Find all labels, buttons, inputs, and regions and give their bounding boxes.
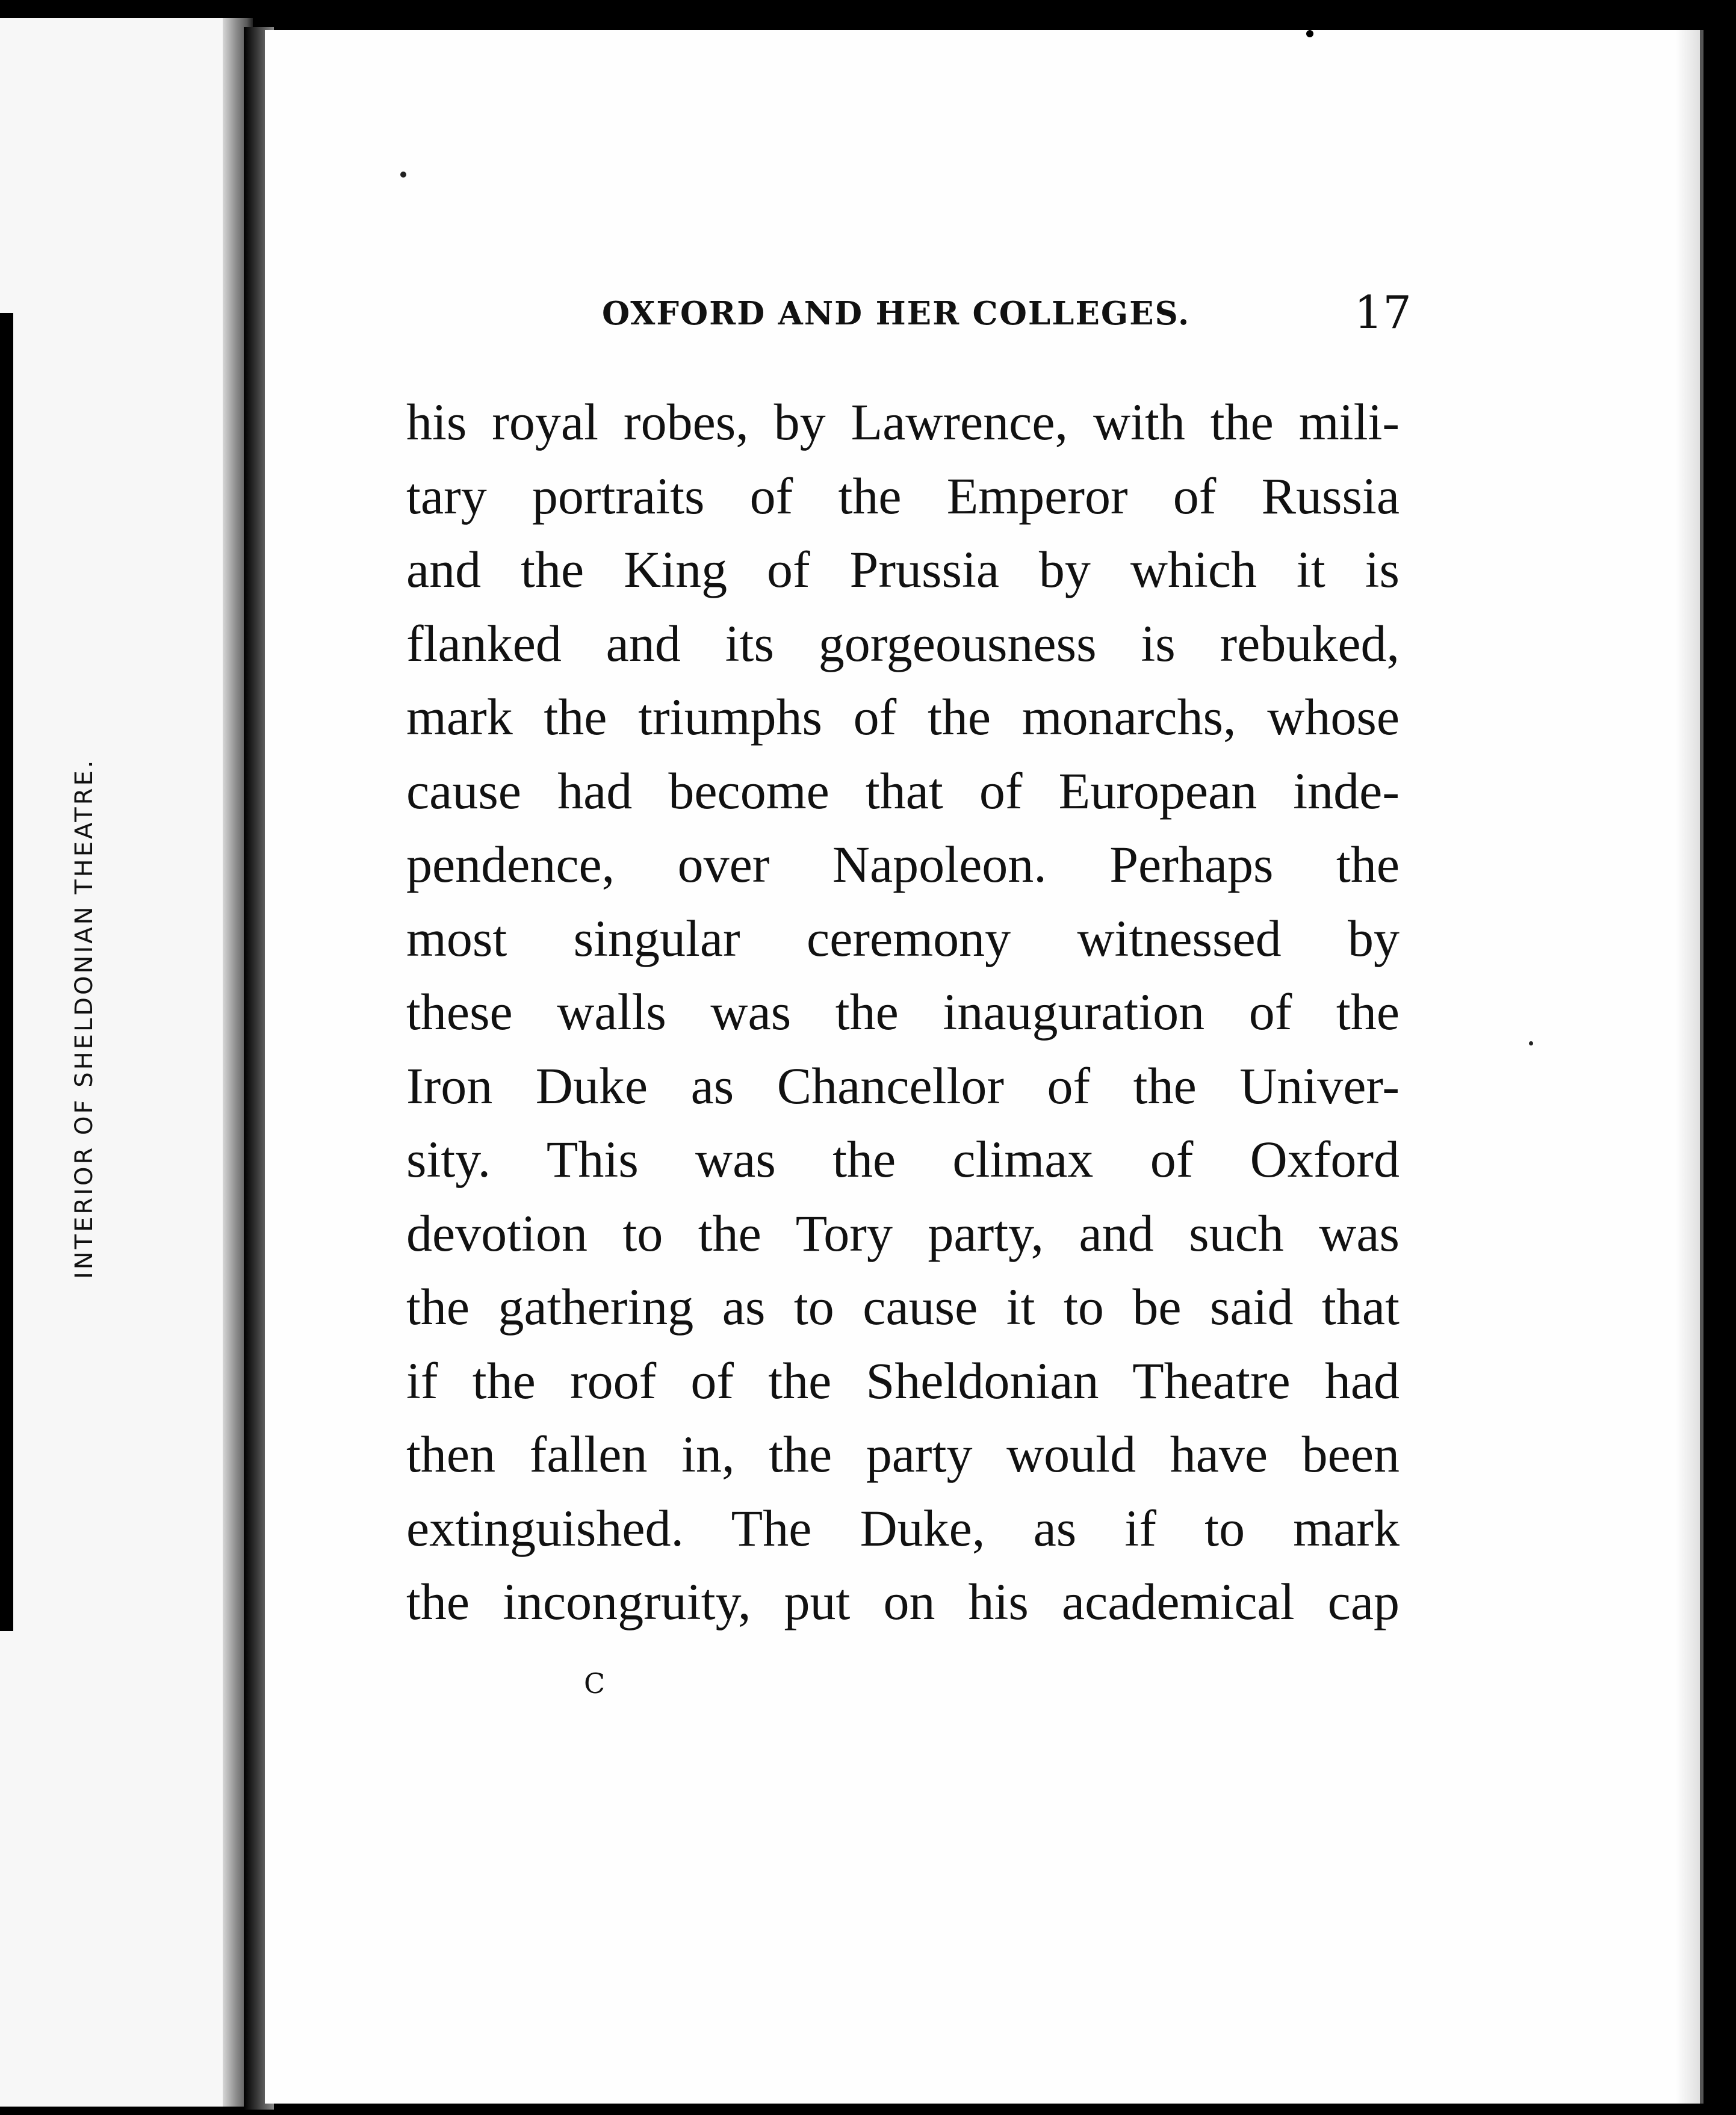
plate-edge	[0, 313, 13, 1631]
text-line: pendence, over Napoleon. Perhaps the	[406, 835, 1400, 893]
right-page	[265, 30, 1703, 2104]
text-line: the incongruity, put on his academical cap	[406, 1573, 1400, 1630]
dust-speck	[400, 172, 406, 178]
text-line: these walls was the inauguration of the	[406, 983, 1400, 1041]
text-line: and the King of Prussia by which it is	[406, 540, 1400, 598]
text-line: devotion to the Tory party, and such was	[406, 1204, 1400, 1262]
text-line: sity. This was the climax of Oxford	[406, 1130, 1400, 1188]
text-line: his royal robes, by Lawrence, with the mili-	[406, 393, 1400, 451]
text-line: if the roof of the Sheldonian Theatre had	[406, 1351, 1400, 1410]
plate-caption: INTERIOR OF SHELDONIAN THEATRE.	[70, 758, 98, 1279]
text-line: tary portraits of the Emperor of Russia	[406, 466, 1400, 525]
text-line: flanked and its gorgeousness is rebuked,	[406, 614, 1400, 672]
text-line: mark the triumphs of the monarchs, whose	[406, 688, 1400, 746]
page-edge-shadow	[1676, 30, 1700, 2104]
body-text	[406, 385, 1400, 1639]
left-page	[0, 18, 253, 2107]
text-line: the gathering as to cause it to be said that	[406, 1278, 1400, 1336]
signature-mark: C	[584, 1667, 606, 1700]
page-number: 17	[1354, 286, 1412, 339]
text-line: then fallen in, the party would have been	[406, 1425, 1400, 1483]
dust-speck	[1306, 30, 1313, 37]
text-line: cause had become that of European inde-	[406, 761, 1400, 820]
text-line: Iron Duke as Chancellor of the Univer-	[406, 1056, 1400, 1115]
dust-speck	[1529, 1041, 1533, 1045]
text-line: extinguished. The Duke, as if to mark	[406, 1499, 1400, 1557]
running-head: OXFORD AND HER COLLEGES.	[602, 295, 1191, 332]
text-line: most singular ceremony witnessed by	[406, 909, 1400, 967]
